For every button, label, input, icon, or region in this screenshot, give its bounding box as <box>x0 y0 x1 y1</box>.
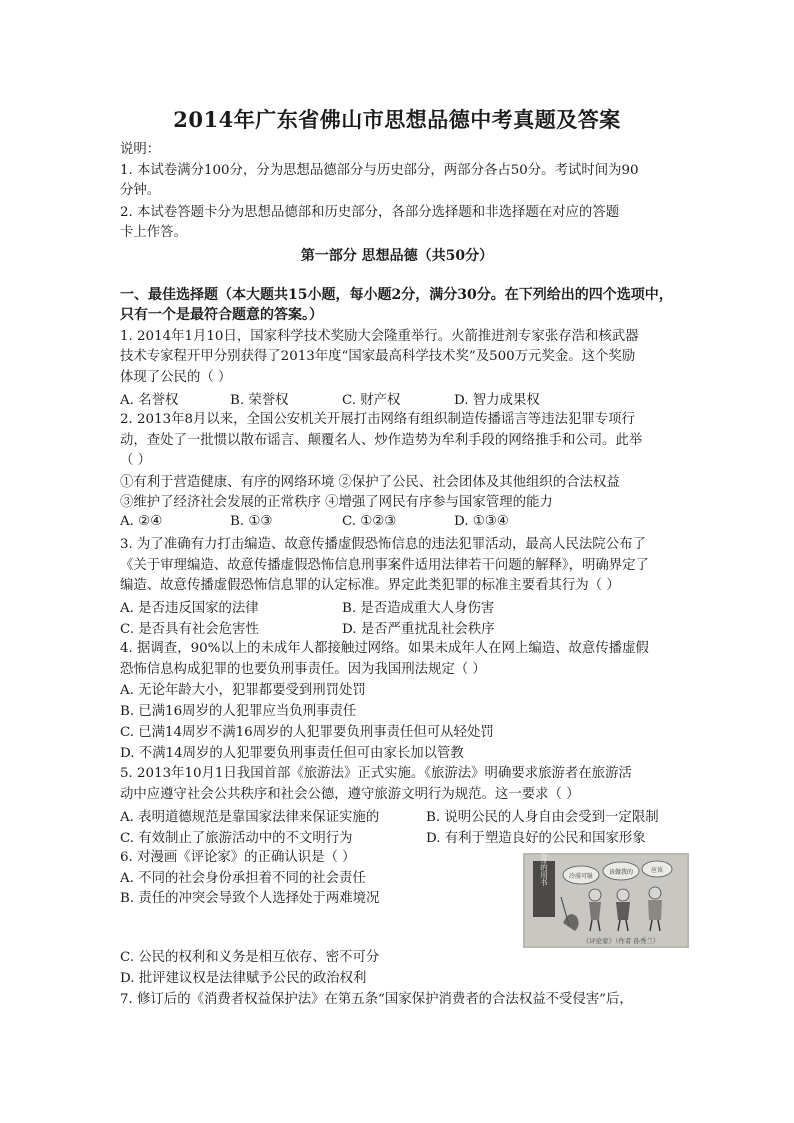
cartoon-illustration <box>523 853 689 948</box>
cartoon-bubble-2: 该做我的 <box>608 869 634 876</box>
cartoon-critic-image <box>523 853 689 948</box>
q1-option-d: D. 智力成果权 <box>454 393 540 408</box>
cartoon-caption: 《评论家》（作者 孙秀兰） <box>582 937 660 945</box>
q2-stem-line-2: 动，查处了一批惯以散布谣言、颠覆名人、炒作造势为牟利手段的网络推手和公司。此举 <box>120 433 643 448</box>
q6-option-d: D. 批评建议权是法律赋予公民的政治权利 <box>120 971 367 986</box>
note-1-line-2: 分钟。 <box>120 183 161 198</box>
q4-option-a: A. 无论年龄大小，犯罪都要受到刑罚处罚 <box>120 683 366 698</box>
note-2-line-1: 2. 本试卷答题卡分为思想品德部和历史部分，各部分选择题和非选择题在对应的答题 <box>120 205 620 220</box>
q5-stem-line-2: 动中应遵守社会公共秩序和社会公德，遵守旅游文明行为规范。这一要求（ ） <box>120 787 580 802</box>
q5-option-c: C. 有效制止了旅游活动中的不文明行为 <box>120 831 353 846</box>
page-title: 2014年广东省佛山市思想品德中考真题及答案 <box>173 107 621 132</box>
q2-statements-3-4: ③维护了经济社会发展的正常秩序 ④增强了网民有序参与国家管理的能力 <box>120 495 553 510</box>
q4-option-d: D. 不满14周岁的人犯罪要负刑事责任但可由家长加以管教 <box>120 746 464 761</box>
part-instruction-line-2: 只有一个是最符合题意的答案。） <box>120 307 323 323</box>
q4-option-b: B. 已满16周岁的人犯罪应当负刑事责任 <box>120 704 357 719</box>
q5-option-a: A. 表明道德规范是靠国家法律来保证实施的 <box>120 810 380 825</box>
q1-stem-line-1: 1. 2014年1月10日，国家科学技术奖励大会隆重举行。火箭推进剂专家张存浩和核武器 <box>120 329 639 344</box>
q1-option-c: C. 财产权 <box>342 393 401 408</box>
q5-stem-line-1: 5. 2013年10月1日我国首部《旅游法》正式实施。《旅游法》明确要求旅游者在旅游活 <box>120 766 632 781</box>
cartoon-bubble-1: 冷漠可耻 <box>568 873 594 880</box>
cartoon-bubble-3: 应该 <box>650 867 664 874</box>
section-heading: 第一部分 思想品德（共50分） <box>300 248 494 264</box>
q2-statements-1-2: ①有利于营造健康、有序的网络环境 ②保护了公民、社会团体及其他组织的合法权益 <box>120 475 620 490</box>
q1-stem-line-2: 技术专家程开甲分别获得了2013年度“国家最高科学技术奖”及500万元奖金。这个奖励 <box>120 349 636 364</box>
q6-stem: 6. 对漫画《评论家》的正确认识是（ ） <box>120 850 356 865</box>
q3-option-c: C. 是否具有社会危害性 <box>120 622 259 637</box>
q5-option-d: D. 有利于塑造良好的公民和国家形象 <box>426 831 646 846</box>
q3-stem-line-1: 3. 为了准确有力打击编造、故意传播虚假恐怖信息的违法犯罪活动，最高人民法院公布了 <box>120 537 646 552</box>
q1-option-b: B. 荣誉权 <box>230 393 289 408</box>
q4-stem-line-1: 4. 据调查，90%以上的未成年人都接触过网络。如果未成年人在网上编造、故意传播虚假 <box>120 641 649 656</box>
q4-stem-line-2: 恐怖信息构成犯罪的也要负刑事责任。因为我国刑法规定（ ） <box>120 662 486 677</box>
q6-option-a: A. 不同的社会身份承担着不同的社会责任 <box>120 871 366 886</box>
note-label: 说明： <box>120 142 161 157</box>
q3-option-a: A. 是否违反国家的法律 <box>120 601 259 616</box>
q7-stem-line-1: 7. 修订后的《消费者权益保护法》在第五条“国家保护消费者的合法权益不受侵害”后， <box>120 992 633 1007</box>
q3-option-d: D. 是否严重扰乱社会秩序 <box>342 622 495 637</box>
q2-option-b: B. ①③ <box>230 514 273 529</box>
q1-stem-line-3: 体现了公民的（ ） <box>120 370 232 385</box>
q2-option-a: A. ②④ <box>120 514 163 529</box>
q6-option-b: B. 责任的冲突会导致个人选择处于两难境况 <box>120 891 380 906</box>
q2-stem-line-3: （ ） <box>120 453 152 468</box>
q5-option-b: B. 说明公民的人身自由会受到一定限制 <box>426 810 659 825</box>
q2-option-c: C. ①②③ <box>342 514 397 529</box>
q3-stem-line-3: 编造、故意传播虚假恐怖信息罪的认定标准。界定此类犯罪的标准主要看其行为（ ） <box>120 578 620 593</box>
note-1-line-1: 1. 本试卷满分100分，分为思想品德部分与历史部分，两部分各占50分。考试时间为90 <box>120 163 639 178</box>
q6-option-c: C. 公民的权利和义务是相互依存、密不可分 <box>120 950 380 965</box>
q1-option-a: A. 名誉权 <box>120 393 179 408</box>
q2-option-d: D. ①③④ <box>454 514 509 529</box>
q2-stem-line-1: 2. 2013年8月以来，全国公安机关开展打击网络有组织制造传播谣言等违法犯罪专项行 <box>120 412 635 427</box>
cartoon-side-text: 道哥的用书 <box>539 853 549 886</box>
note-2-line-2: 卡上作答。 <box>120 225 187 240</box>
q3-stem-line-2: 《关于审理编造、故意传播虚假恐怖信息刑事案件适用法律若干问题的解释》，明确界定了 <box>120 558 649 573</box>
q4-option-c: C. 已满14周岁不满16周岁的人犯罪要负刑事责任但可从轻处罚 <box>120 725 494 740</box>
q3-option-b: B. 是否造成重大人身伤害 <box>342 601 495 616</box>
part-instruction-line-1: 一、最佳选择题（本大题共15小题，每小题2分，满分30分。在下列给出的四个选项中， <box>120 287 673 303</box>
